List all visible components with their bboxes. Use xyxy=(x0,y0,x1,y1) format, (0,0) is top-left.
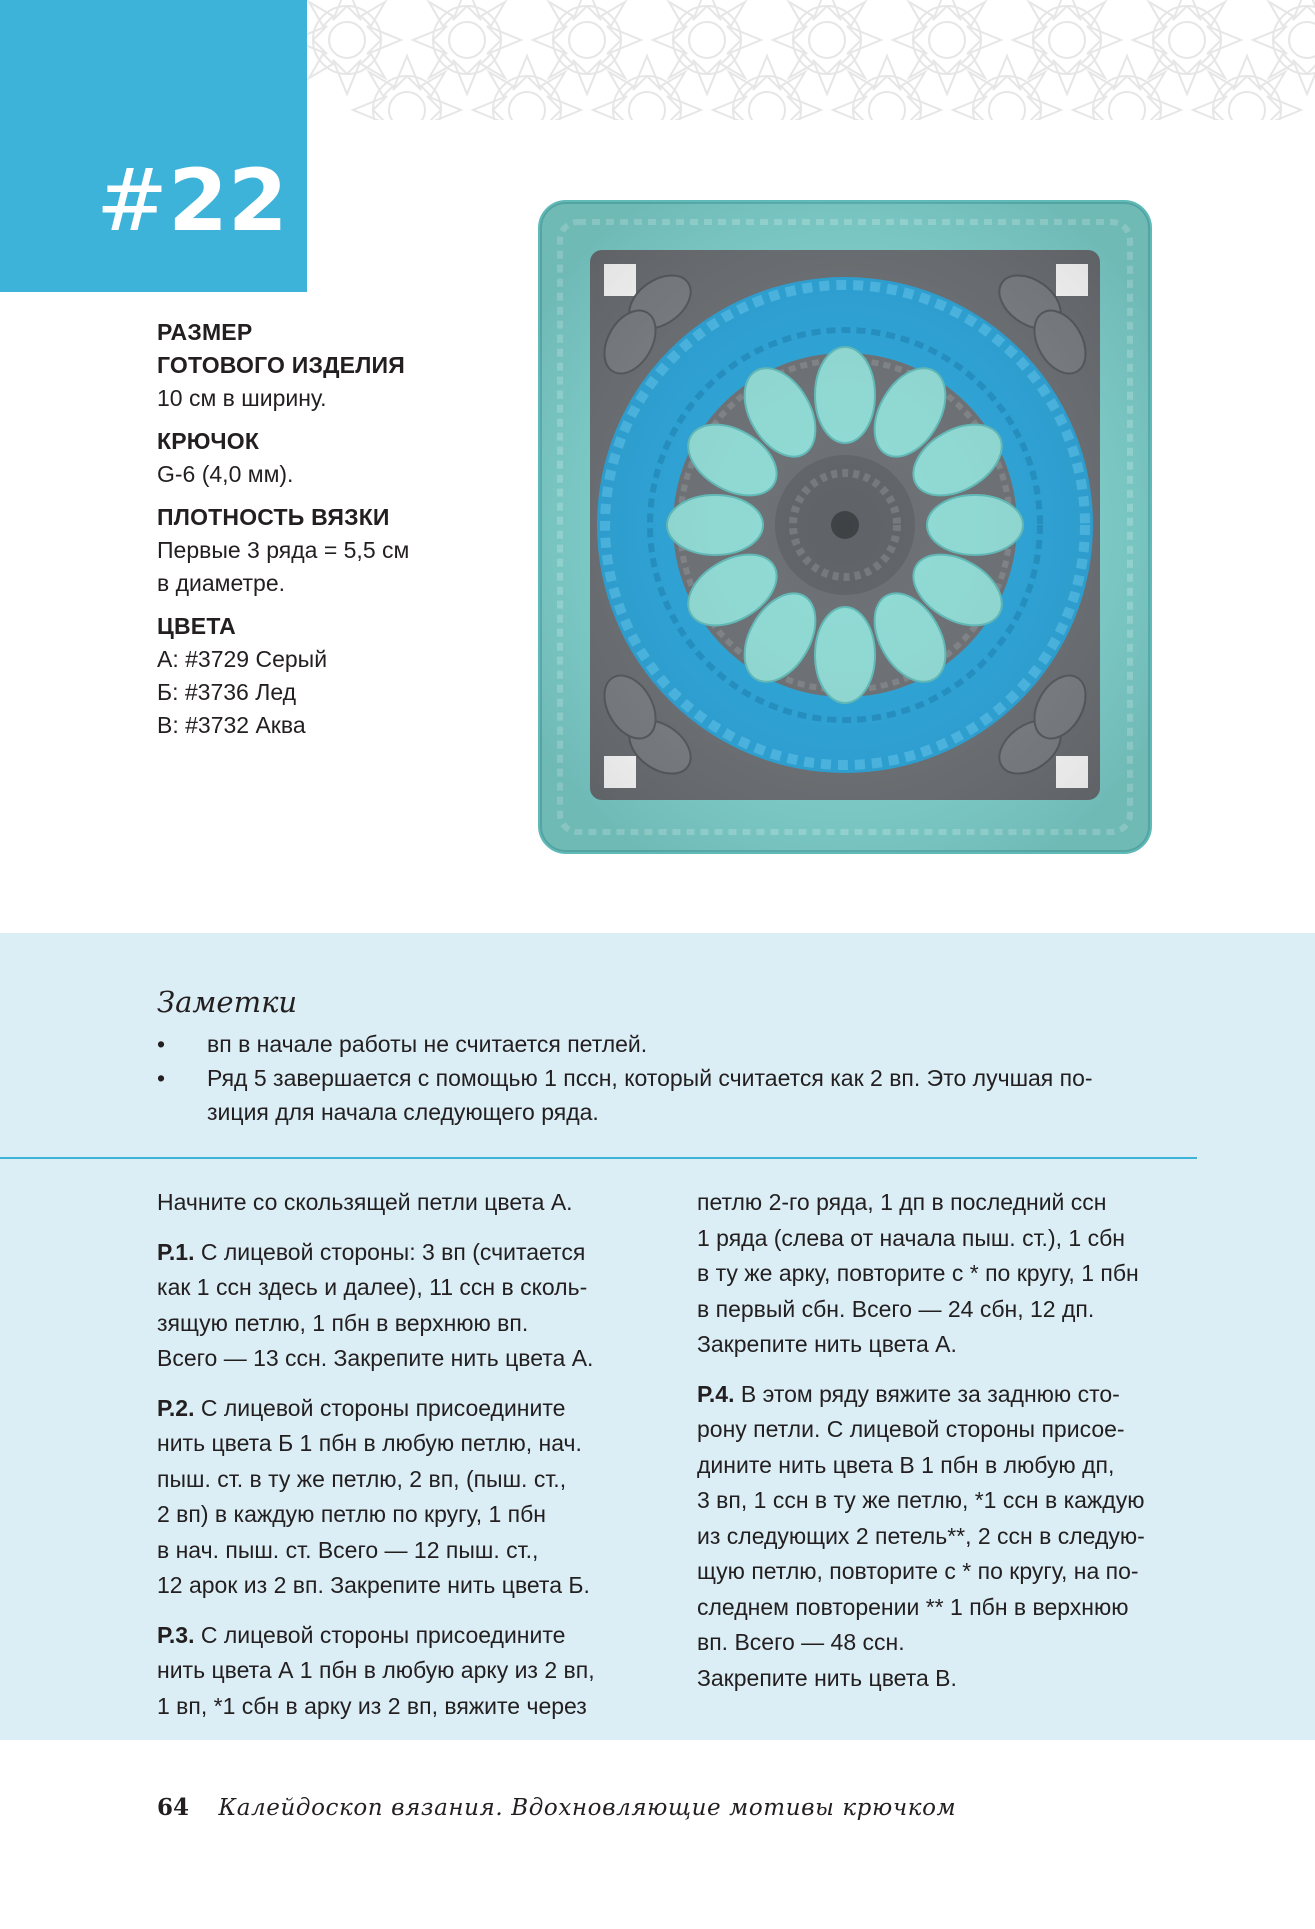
row-3-text: С лицевой стороны присоедините xyxy=(194,1621,566,1648)
row-3-text: нить цвета А 1 пбн в любую арку из 2 вп, xyxy=(157,1657,595,1683)
notes-title: Заметки xyxy=(157,985,298,1019)
bullet-icon: • xyxy=(157,1031,166,1057)
page-number: 64 xyxy=(157,1794,190,1821)
row-3-text: 1 вп, *1 сбн в арку из 2 вп, вяжите через xyxy=(157,1692,587,1719)
row-3-text: 1 ряда (слева от начала пыш. ст.), 1 сбн xyxy=(697,1224,1125,1251)
row-1-text: зящую петлю, 1 пбн в верхнюю вп. xyxy=(157,1309,529,1336)
row-2-text: нить цвета Б 1 пбн в любую петлю, нач. xyxy=(157,1430,582,1456)
size-label-2: ГОТОВОГО ИЗДЕЛИЯ xyxy=(157,352,406,378)
gauge-value-2: в диаметре. xyxy=(157,570,286,596)
hook-label: КРЮЧОК xyxy=(157,428,260,454)
pattern-number-hash: # xyxy=(96,151,169,251)
instructions-left-column xyxy=(157,1185,677,1738)
row-1-label: Р.1. xyxy=(157,1238,195,1265)
row-4-text: 3 вп, 1 ссн в ту же петлю, *1 ссн в каждую xyxy=(697,1487,1145,1513)
row-4-text: В этом ряду вяжите за заднюю сто- xyxy=(734,1380,1120,1407)
row-2-text: 2 вп) в каждую петлю по кругу, 1 пбн xyxy=(157,1501,547,1527)
row-4-text: щую петлю, повторите с * по кругу, на по- xyxy=(697,1558,1139,1584)
row-2-text: в нач. пыш. ст. Всего — 12 пыш. ст., xyxy=(157,1536,539,1563)
note-item xyxy=(157,1027,1197,1061)
gauge-value: Первые 3 ряда = 5,5 см xyxy=(157,537,410,563)
row-2-label: Р.2. xyxy=(157,1394,195,1421)
section-divider xyxy=(0,1157,1197,1159)
decorative-lace-pattern xyxy=(307,0,1315,120)
colors-label: ЦВЕТА xyxy=(157,613,236,639)
notes-list xyxy=(157,1027,1197,1129)
note-text-cont: зиция для начала следующего ряда. xyxy=(207,1099,599,1125)
pattern-number-tab xyxy=(0,0,307,292)
row-4-text: из следующих 2 петель**, 2 ссн в следую- xyxy=(697,1522,1145,1549)
row-3-instruction-cont xyxy=(697,1185,1217,1363)
row-4-label: Р.4. xyxy=(697,1380,735,1407)
book-title: Калейдоскоп вязания. Вдохновляющие мотивы крючком xyxy=(218,1795,957,1821)
notes-panel xyxy=(0,933,1315,1740)
color-a: А: #3729 Серый xyxy=(157,646,328,672)
row-3-text: в первый сбн. Всего — 24 сбн, 12 дп. xyxy=(697,1295,1095,1322)
instructions-right-column xyxy=(697,1185,1217,1710)
row-2-text: С лицевой стороны присоедините xyxy=(194,1394,566,1421)
row-3-text: Закрепите нить цвета А. xyxy=(697,1331,957,1357)
row-3-text: в ту же арку, повторите с * по кругу, 1 пбн xyxy=(697,1260,1139,1286)
row-3-instruction xyxy=(157,1618,677,1725)
note-text: вп в начале работы не считается петлей. xyxy=(207,1031,648,1057)
row-4-text: вп. Всего — 48 ссн. xyxy=(697,1629,905,1655)
row-2-instruction xyxy=(157,1391,677,1604)
row-2-text: 12 арок из 2 вп. Закрепите нить цвета Б. xyxy=(157,1572,590,1598)
color-c: В: #3732 Аква xyxy=(157,712,306,738)
note-text: Ряд 5 завершается с помощью 1 пссн, который считается как 2 вп. Это лучшая по- xyxy=(207,1065,1093,1091)
hook-value: G-6 (4,0 мм). xyxy=(157,461,294,487)
start-instruction xyxy=(157,1185,677,1221)
pattern-number-digits: 22 xyxy=(168,151,288,251)
row-4-instruction xyxy=(697,1377,1217,1697)
row-1-text: как 1 ссн здесь и далее), 11 ссн в сколь- xyxy=(157,1274,588,1300)
size-label: РАЗМЕР xyxy=(157,319,253,345)
page-footer xyxy=(157,1794,956,1821)
pattern-number xyxy=(96,151,288,251)
size-value: 10 см в ширину. xyxy=(157,385,327,411)
crochet-square-photo xyxy=(500,182,1190,877)
row-1-text: С лицевой стороны: 3 вп (считается xyxy=(194,1238,586,1265)
bullet-icon: • xyxy=(157,1065,166,1091)
row-3-label: Р.3. xyxy=(157,1621,195,1648)
note-item xyxy=(157,1061,1197,1129)
row-4-text: Закрепите нить цвета В. xyxy=(697,1664,957,1691)
row-2-text: пыш. ст. в ту же петлю, 2 вп, (пыш. ст., xyxy=(157,1465,567,1492)
row-4-text: следнем повторении ** 1 пбн в верхнюю xyxy=(697,1593,1129,1620)
specifications xyxy=(157,316,477,742)
row-3-text: петлю 2-го ряда, 1 дп в последний ссн xyxy=(697,1189,1107,1215)
start-text: Начните со скользящей петли цвета А. xyxy=(157,1189,573,1215)
row-4-text: рону петли. С лицевой стороны присое- xyxy=(697,1416,1125,1442)
row-1-text: Всего — 13 ссн. Закрепите нить цвета А. xyxy=(157,1345,594,1371)
row-4-text: дините нить цвета В 1 пбн в любую дп, xyxy=(697,1451,1115,1478)
color-b: Б: #3736 Лед xyxy=(157,679,297,705)
gauge-label: ПЛОТНОСТЬ ВЯЗКИ xyxy=(157,504,390,530)
row-1-instruction xyxy=(157,1235,677,1377)
